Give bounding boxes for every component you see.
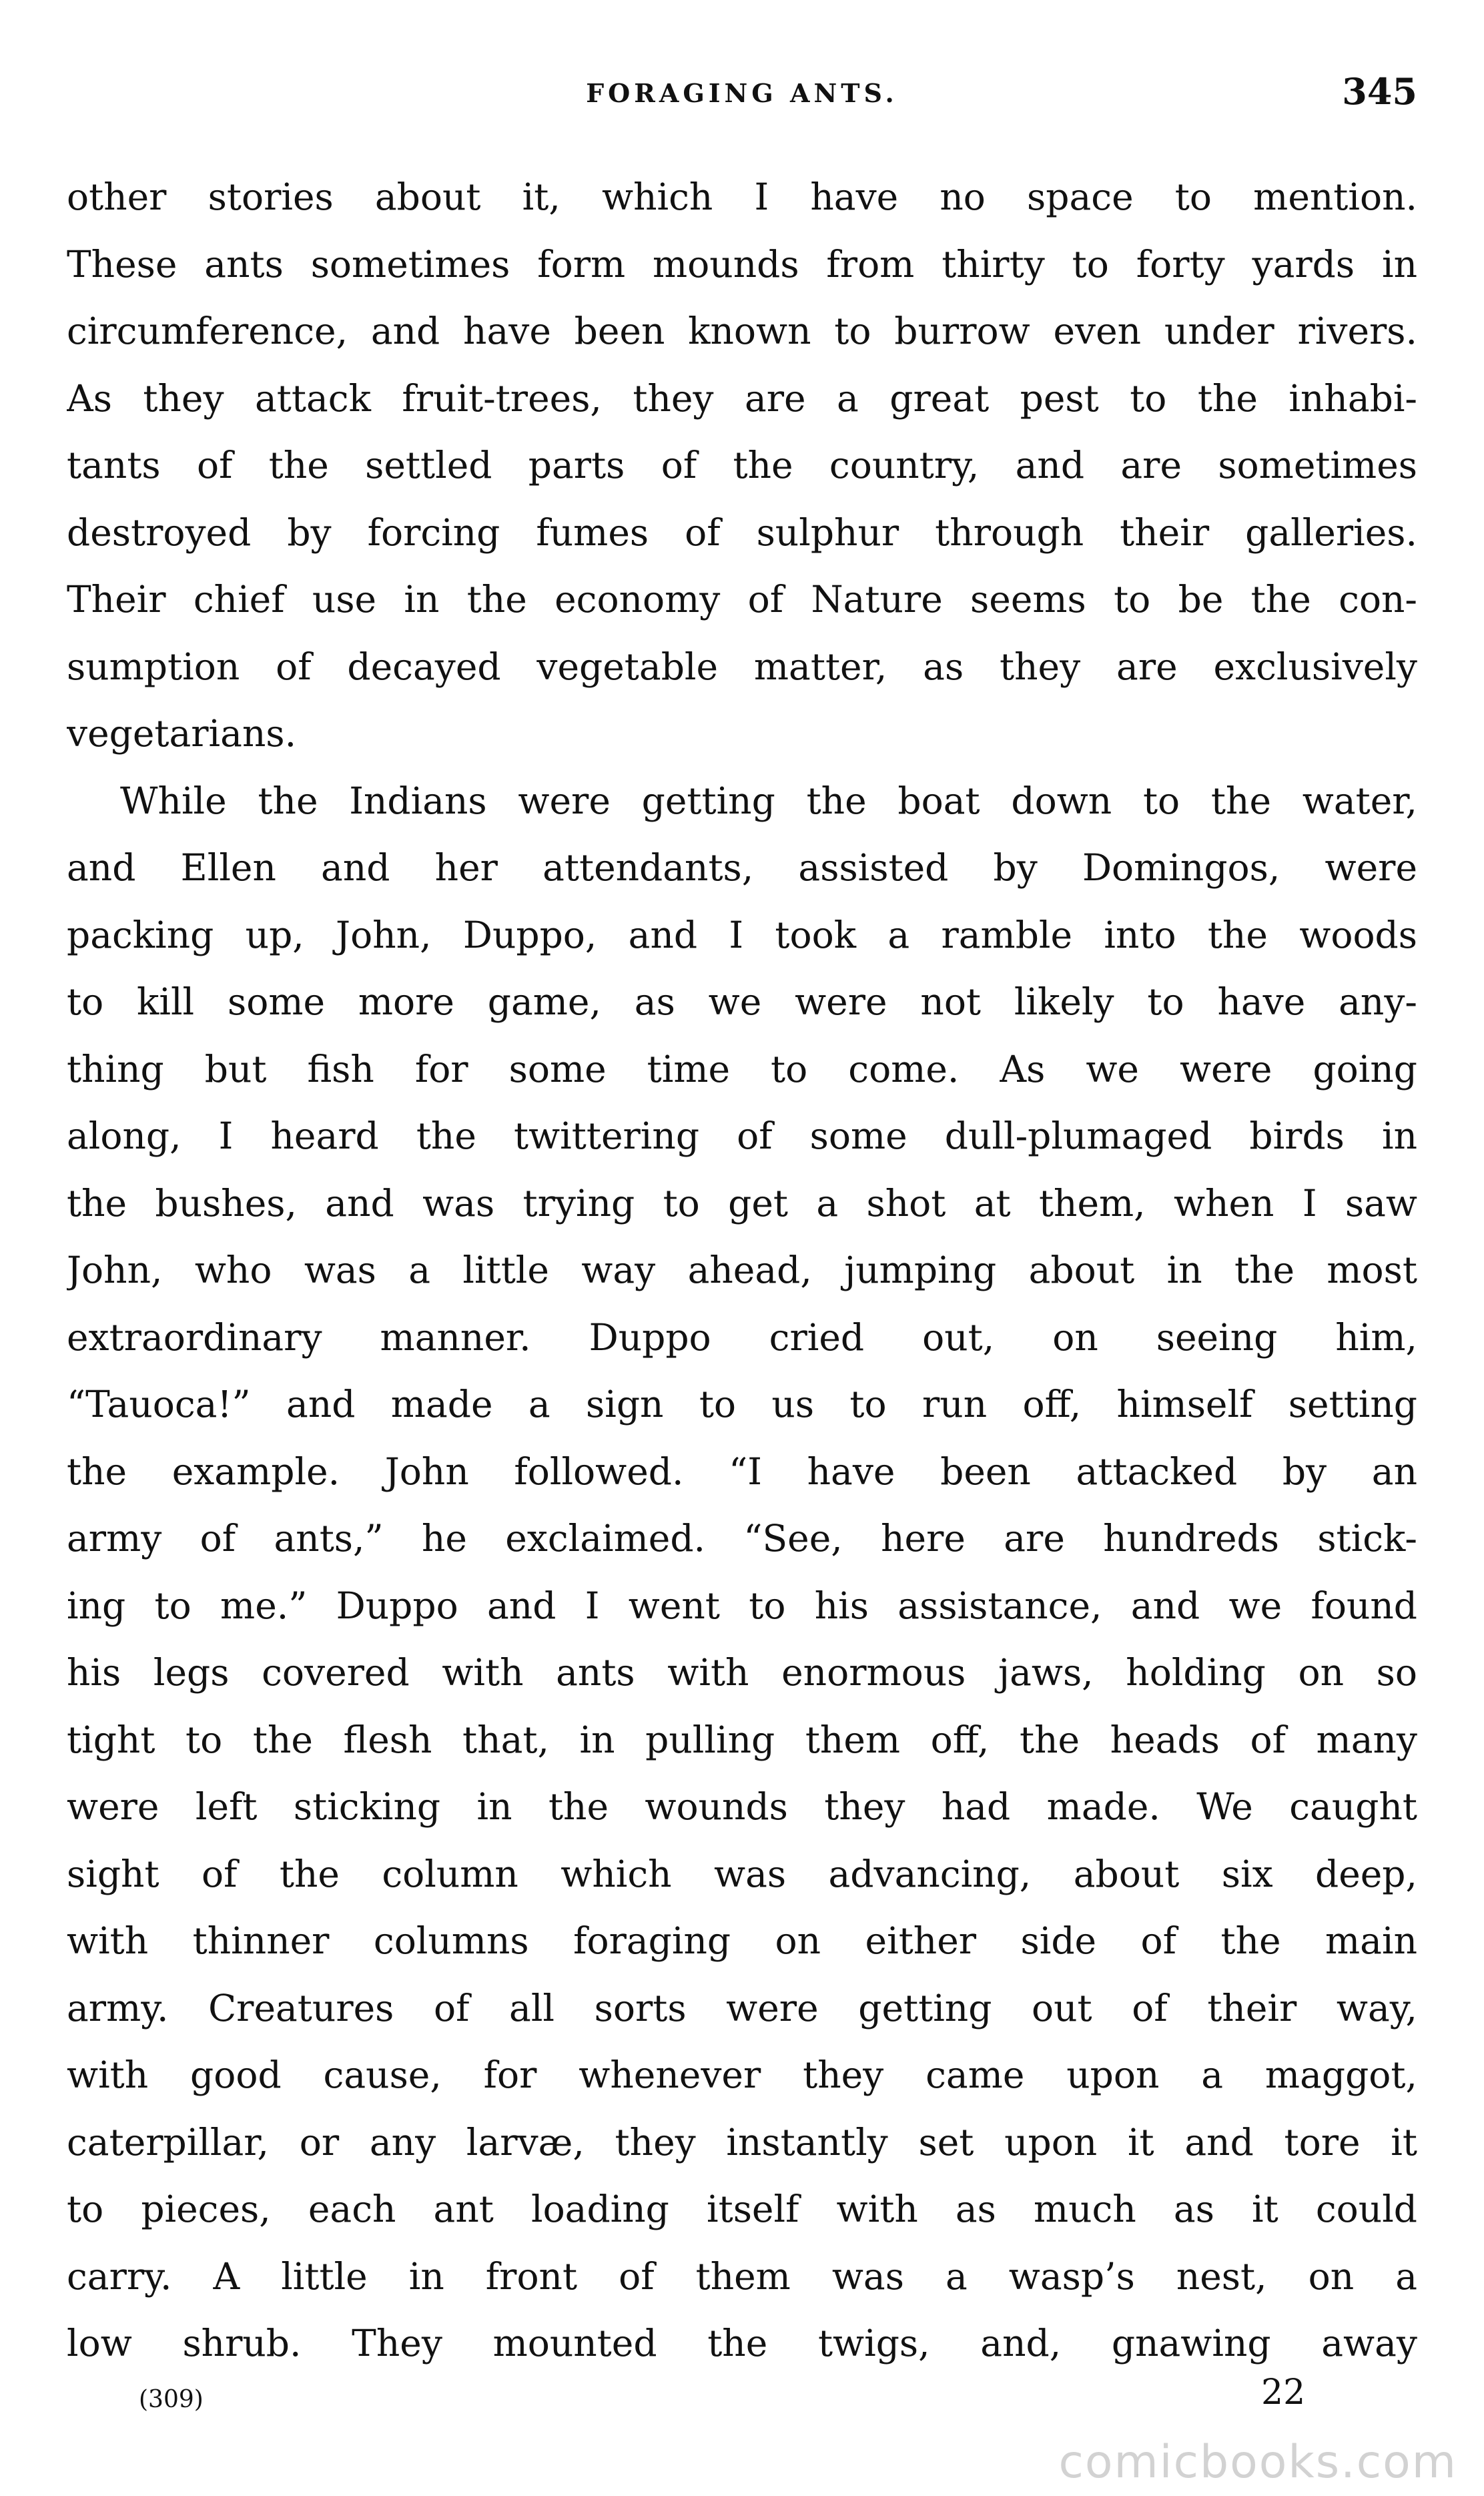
signature-mark: (309)	[139, 2386, 204, 2413]
running-head	[67, 70, 1417, 123]
text-line: These ants sometimes form mounds from thirty to forty yards in	[67, 242, 1417, 286]
text-line: Their chief use in the economy of Nature seems to be the con-	[67, 578, 1417, 621]
paragraph-first-line: While the Indians were getting the boat down to the water,	[120, 779, 1417, 822]
text-line: sight of the column which was advancing, about six deep,	[67, 1852, 1417, 1895]
text-line: with thinner columns foraging on either side of the main	[67, 1919, 1417, 1962]
text-line: ing to me.” Duppo and I went to his assistance, and we found	[67, 1584, 1417, 1627]
text-line: the bushes, and was trying to get a shot at them, when I saw	[67, 1181, 1417, 1225]
text-line: caterpillar, or any larvæ, they instantly set upon it and tore it	[67, 2120, 1417, 2164]
text-line: and Ellen and her attendants, assisted by Domingos, were	[67, 846, 1417, 889]
text-line: John, who was a little way ahead, jumping about in the most	[67, 1249, 1417, 1291]
watermark: comicbooks.com	[1058, 2436, 1457, 2489]
text-line: “Tauoca!” and made a sign to us to run off, himself setting	[67, 1383, 1417, 1426]
text-line: destroyed by forcing fumes of sulphur through their galleries.	[67, 511, 1417, 554]
text-line: low shrub. They mounted the twigs, and, gnawing away	[67, 2322, 1417, 2365]
text-line: the example. John followed. “I have been attacked by an	[67, 1450, 1417, 1493]
text-line: his legs covered with ants with enormous jaws, holding on so	[67, 1651, 1417, 1694]
body-text	[67, 164, 1417, 2377]
text-line: other stories about it, which I have no space to mention.	[67, 176, 1417, 218]
text-line: thing but fish for some time to come. As we were going	[67, 1047, 1417, 1090]
text-line: sumption of decayed vegetable matter, as they are exclusively	[67, 645, 1417, 688]
text-line: tants of the settled parts of the country, and are sometimes	[67, 444, 1417, 487]
text-line: carry. A little in front of them was a wasp’s nest, on a	[67, 2254, 1417, 2298]
text-line: to kill some more game, as we were not likely to have any-	[67, 980, 1417, 1023]
text-line: As they attack fruit-trees, they are a great pest to the inhabi-	[67, 376, 1417, 420]
page-number: 345	[1342, 70, 1417, 113]
text-line: were left sticking in the wounds they had made. We caught	[67, 1785, 1417, 1828]
text-line: extraordinary manner. Duppo cried out, on seeing him,	[67, 1315, 1417, 1359]
text-line: army. Creatures of all sorts were getting out of their way,	[67, 1986, 1417, 2030]
text-line: army of ants,” he exclaimed. “See, here are hundreds stick-	[67, 1517, 1417, 1560]
text-line: to pieces, each ant loading itself with as much as it could	[67, 2188, 1417, 2230]
text-line: packing up, John, Duppo, and I took a ramble into the woods	[67, 913, 1417, 956]
text-line: with good cause, for whenever they came upon a maggot,	[67, 2054, 1417, 2096]
text-line: circumference, and have been known to burrow even under rivers.	[67, 310, 1417, 352]
running-head-title: FORAGING ANTS.	[586, 78, 898, 108]
gathering-number: 22	[1261, 2373, 1306, 2413]
text-line: tight to the flesh that, in pulling them off, the heads of many	[67, 1718, 1417, 1761]
text-line: vegetarians.	[67, 712, 297, 755]
text-line: along, I heard the twittering of some dull-plumaged birds in	[67, 1115, 1417, 1157]
